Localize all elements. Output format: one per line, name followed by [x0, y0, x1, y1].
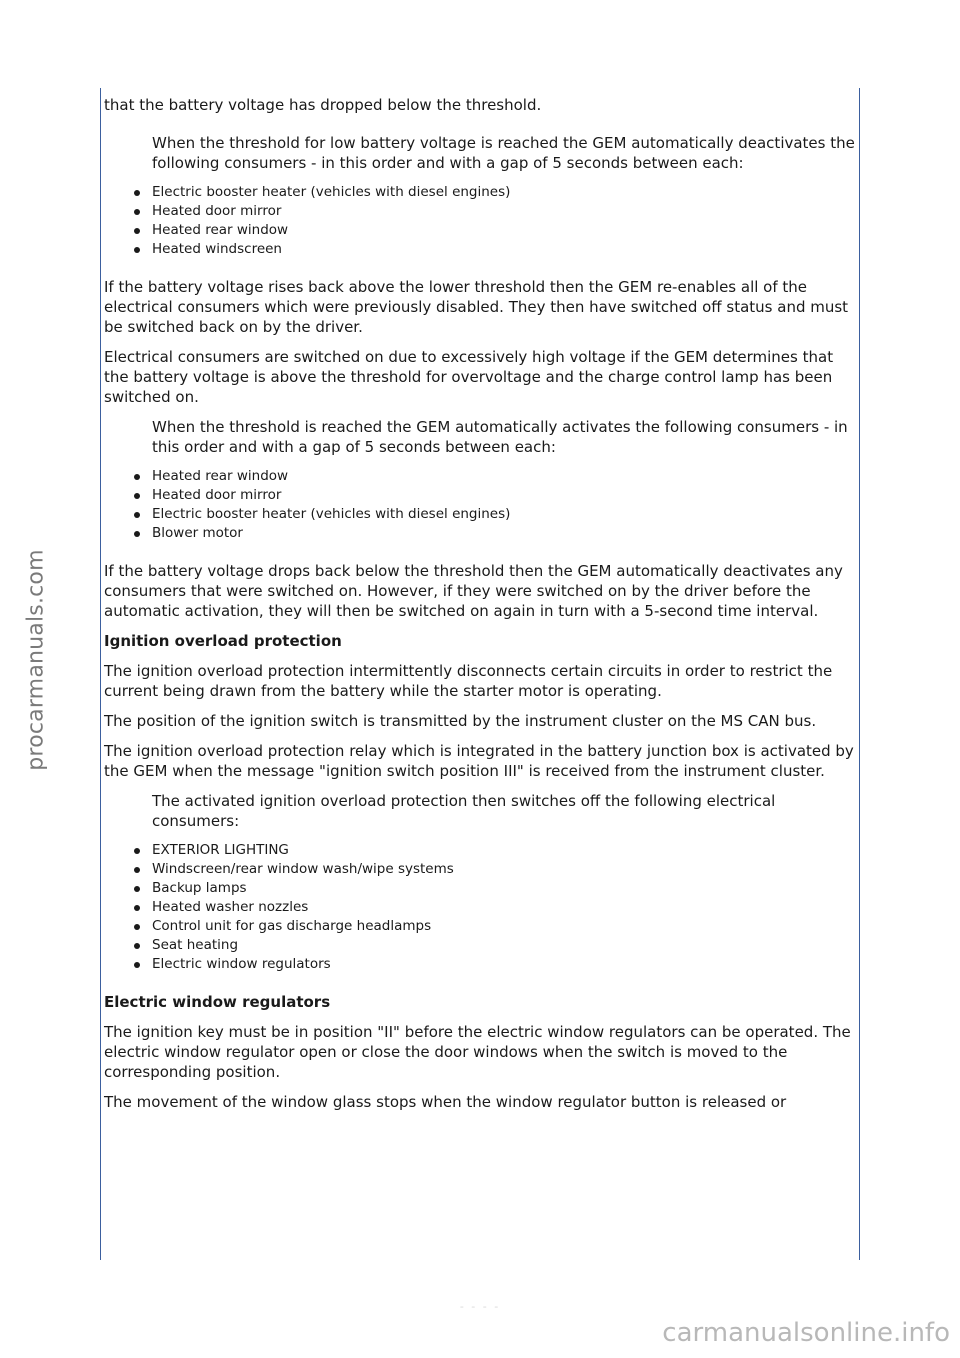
- indented-paragraph: When the threshold for low battery voltage is reached the GEM automatically deactivates the following consumers - in this order and with a gap of 5 seconds between each:: [152, 134, 855, 172]
- list-item: [152, 467, 856, 486]
- bullet-icon: [134, 512, 140, 518]
- bullet-icon: [134, 209, 140, 215]
- list-item: [152, 221, 856, 240]
- list-item: [152, 936, 856, 955]
- list-item-text: Heated rear window: [152, 468, 289, 484]
- list-item-text: Heated washer nozzles: [152, 899, 309, 915]
- list-item: [152, 202, 856, 221]
- paragraph: that the battery voltage has dropped below the threshold.: [104, 96, 542, 114]
- list-item-text: Blower motor: [152, 525, 243, 541]
- bullet-icon: [134, 886, 140, 892]
- bullet-icon: [134, 943, 140, 949]
- paragraph: If the battery voltage rises back above the lower threshold then the GEM re-enables all of the electrical consumers which were previously disabled. They then have switched off status and must be switched back on by the driver.: [104, 278, 849, 336]
- bullet-icon: [134, 848, 140, 854]
- bullet-icon: [134, 867, 140, 873]
- list-item-text: Electric booster heater (vehicles with diesel engines): [152, 506, 511, 522]
- list-item-text: Windscreen/rear window wash/wipe systems: [152, 861, 454, 877]
- section-heading: Ignition overload protection: [104, 632, 342, 650]
- bullet-icon: [134, 190, 140, 196]
- left-border: [100, 88, 101, 1260]
- list-item: [152, 917, 856, 936]
- list-item: [152, 240, 856, 259]
- side-watermark: procarmanuals.com: [23, 549, 49, 771]
- paragraph: If the battery voltage drops back below the threshold then the GEM automatically deactivates any consumers that were switched on. However, if they were switched on by the driver before the automatic activation, they will then be switched on again in turn with a 5-second time interval.: [104, 562, 843, 620]
- list-item-text: Heated door mirror: [152, 203, 282, 219]
- indented-paragraph: The activated ignition overload protection then switches off the following electrical consumers:: [152, 792, 776, 830]
- list-item-text: Heated windscreen: [152, 241, 282, 257]
- list-item-text: Electric booster heater (vehicles with diesel engines): [152, 184, 511, 200]
- list-item: [152, 955, 856, 974]
- list-item: [152, 898, 856, 917]
- bullet-list: [104, 183, 856, 259]
- list-item-text: Control unit for gas discharge headlamps: [152, 918, 432, 934]
- bullet-icon: [134, 905, 140, 911]
- list-item: [152, 860, 856, 879]
- list-item: [152, 486, 856, 505]
- list-item: [152, 841, 856, 860]
- bullet-icon: [134, 531, 140, 537]
- document-body: [104, 95, 856, 1122]
- bullet-icon: [134, 474, 140, 480]
- list-item-text: Heated door mirror: [152, 487, 282, 503]
- indented-paragraph: When the threshold is reached the GEM automatically activates the following consumers - in this order and with a gap of 5 seconds between each:: [152, 418, 848, 456]
- bullet-icon: [134, 247, 140, 253]
- bottom-watermark: carmanualsonline.info: [662, 1318, 950, 1348]
- list-item-text: Seat heating: [152, 937, 239, 953]
- paragraph: The movement of the window glass stops when the window regulator button is released or: [104, 1093, 787, 1111]
- paragraph: Electrical consumers are switched on due to excessively high voltage if the GEM determines that the battery voltage is above the threshold for overvoltage and the charge control lamp has been switched on.: [104, 348, 834, 406]
- bullet-list: [104, 467, 856, 543]
- page-number: - - - -: [459, 1300, 501, 1313]
- bullet-icon: [134, 924, 140, 930]
- section-heading: Electric window regulators: [104, 993, 331, 1011]
- list-item-text: Heated rear window: [152, 222, 289, 238]
- list-item: [152, 524, 856, 543]
- paragraph: The ignition key must be in position "II" before the electric window regulators can be operated. The electric window regulator open or close the door windows when the switch is moved to the corresponding position.: [104, 1023, 851, 1081]
- list-item-text: EXTERIOR LIGHTING: [152, 842, 289, 858]
- list-item: [152, 183, 856, 202]
- list-item-text: Electric window regulators: [152, 956, 331, 972]
- bullet-icon: [134, 228, 140, 234]
- right-border: [859, 88, 860, 1260]
- list-item: [152, 505, 856, 524]
- paragraph: The ignition overload protection relay which is integrated in the battery junction box is activated by the GEM when the message "ignition switch position III" is received from the instrument cluster.: [104, 742, 854, 780]
- list-item-text: Backup lamps: [152, 880, 247, 896]
- list-item: [152, 879, 856, 898]
- bullet-icon: [134, 493, 140, 499]
- paragraph: The position of the ignition switch is transmitted by the instrument cluster on the MS CAN bus.: [104, 712, 817, 730]
- bullet-list: [104, 841, 856, 974]
- paragraph: The ignition overload protection intermittently disconnects certain circuits in order to restrict the current being drawn from the battery while the starter motor is operating.: [104, 662, 833, 700]
- bullet-icon: [134, 962, 140, 968]
